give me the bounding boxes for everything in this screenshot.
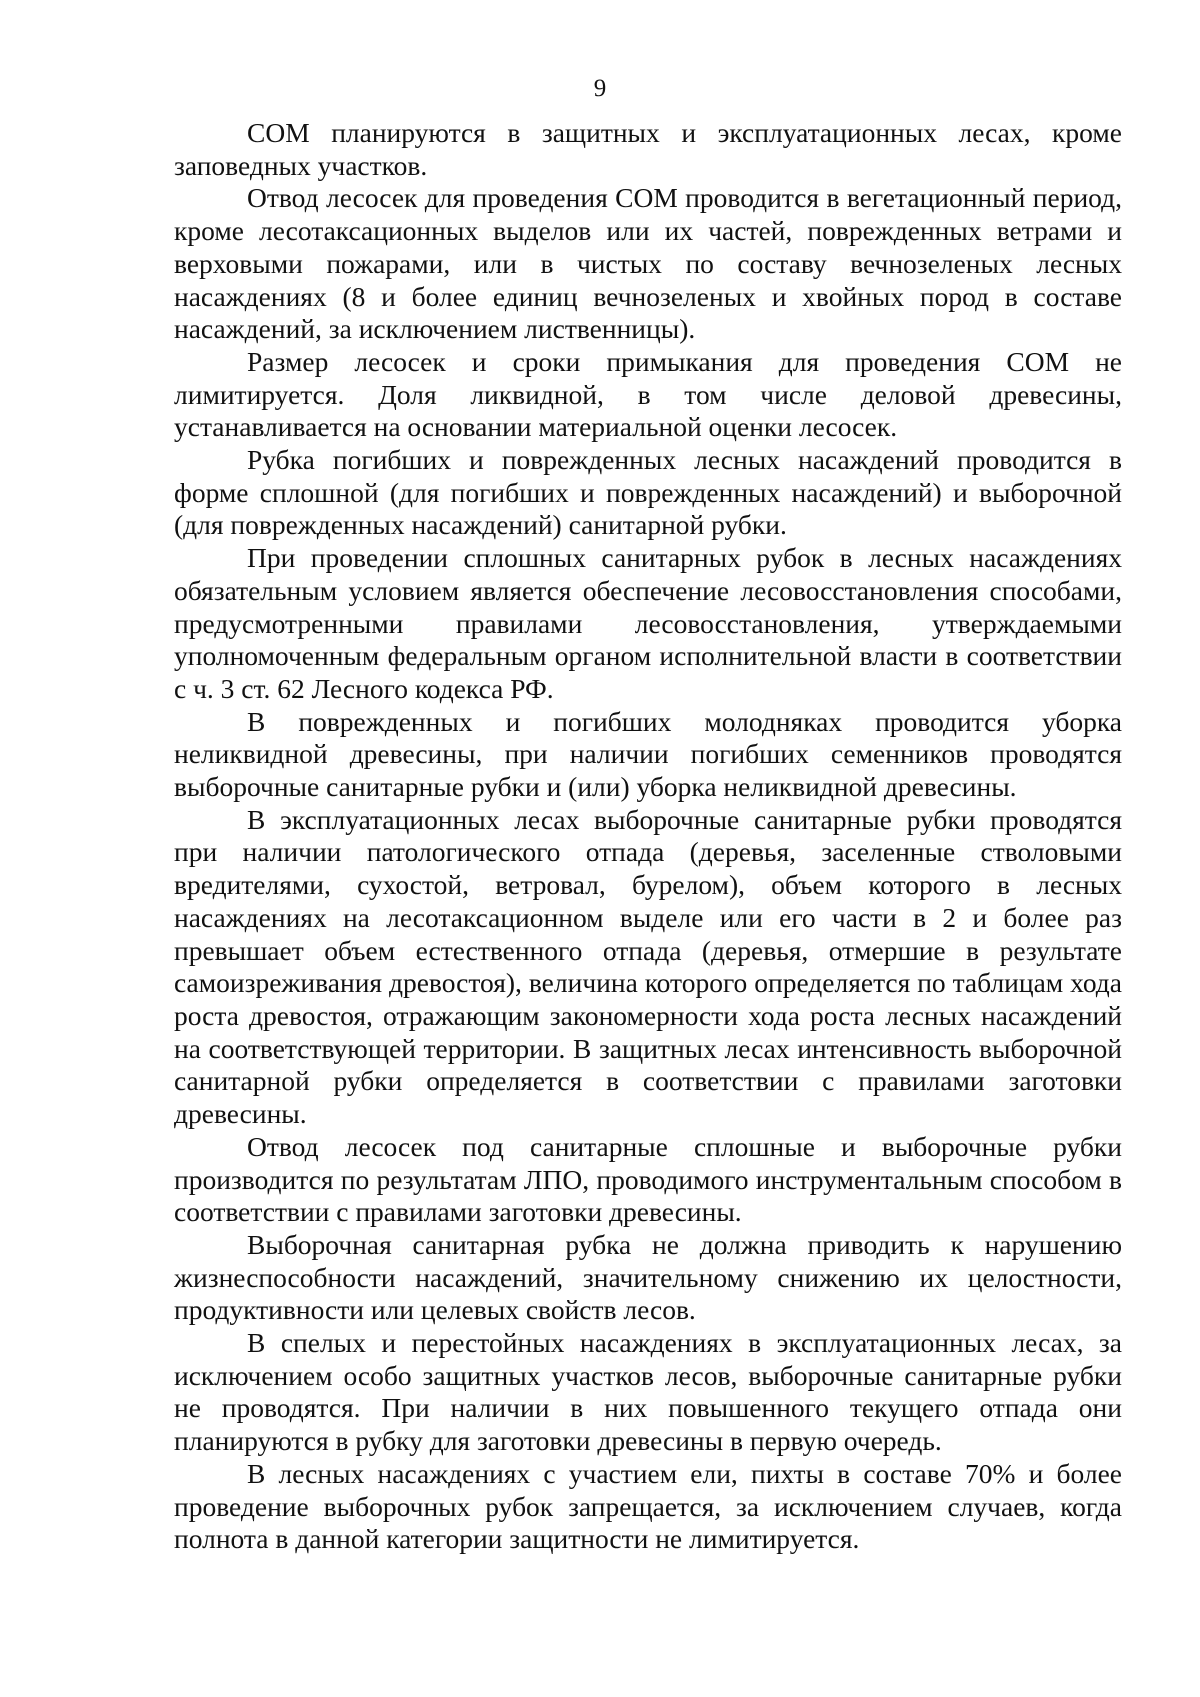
paragraph: В поврежденных и погибших молодняках проводится уборка неликвидной древесины, при наличии погибших семенников проводятся выборочные санитарные рубки и (или) уборка неликвидной древесины. — [174, 705, 1122, 803]
page-number: 9 — [593, 75, 607, 102]
paragraph: Отвод лесосек для проведения СОМ проводится в вегетационный период, кроме лесотаксационных выделов или их частей, поврежденных ветрами и верховыми пожарами, или в чистых по составу вечнозеленых лесных насаждениях (8 и более единиц вечнозеленых и хвойных пород в составе насаждений, за исключением лиственницы). — [174, 182, 1122, 345]
document-body — [174, 117, 1122, 1556]
paragraph: В спелых и перестойных насаждениях в эксплуатационных лесах, за исключением особо защитных участков лесов, выборочные санитарные рубки не проводятся. При наличии в них повышенного текущего отпада они планируются в рубку для заготовки древесины в первую очередь. — [174, 1327, 1122, 1457]
paragraph: Отвод лесосек под санитарные сплошные и выборочные рубки производится по результатам ЛПО, проводимого инструментальным способом в соответствии с правилами заготовки древесины. — [174, 1130, 1122, 1228]
paragraph: Размер лесосек и сроки примыкания для проведения СОМ не лимитируется. Доля ликвидной, в том числе деловой древесины, устанавливается на основании материальной оценки лесосек. — [174, 345, 1122, 443]
paragraph: Выборочная санитарная рубка не должна приводить к нарушению жизнеспособности насаждений, значительному снижению их целостности, продуктивности или целевых свойств лесов. — [174, 1228, 1122, 1326]
paragraph: В эксплуатационных лесах выборочные санитарные рубки проводятся при наличии патологического отпада (деревья, заселенные стволовыми вредителями, сухостой, ветровал, бурелом), объем которого в лесных насаждениях на лесотаксационном выделе или его части в 2 и более раз превышает объем естественного отпада (деревья, отмершие в результате самоизреживания древостоя), величина которого определяется по таблицам хода роста древостоя, отражающим закономерности хода роста лесных насаждений на соответствующей территории. В защитных лесах интенсивность выборочной санитарной рубки определяется в соответствии с правилами заготовки древесины. — [174, 803, 1122, 1130]
paragraph: При проведении сплошных санитарных рубок в лесных насаждениях обязательным условием является обеспечение лесовосстановления способами, предусмотренными правилами лесовосстановления, утверждаемыми уполномоченным федеральным органом исполнительной власти в соответствии с ч. 3 ст. 62 Лесного кодекса РФ. — [174, 542, 1122, 704]
paragraph: В лесных насаждениях с участием ели, пихты в составе 70% и более проведение выборочных рубок запрещается, за исключением случаев, когда полнота в данной категории защитности не лимитируется. — [174, 1457, 1122, 1555]
paragraph: Рубка погибших и поврежденных лесных насаждений проводится в форме сплошной (для погибших и поврежденных насаждений) и выборочной (для поврежденных насаждений) санитарной рубки. — [174, 444, 1122, 541]
paragraph: СОМ планируются в защитных и эксплуатационных лесах, кроме заповедных участков. — [174, 117, 1122, 181]
